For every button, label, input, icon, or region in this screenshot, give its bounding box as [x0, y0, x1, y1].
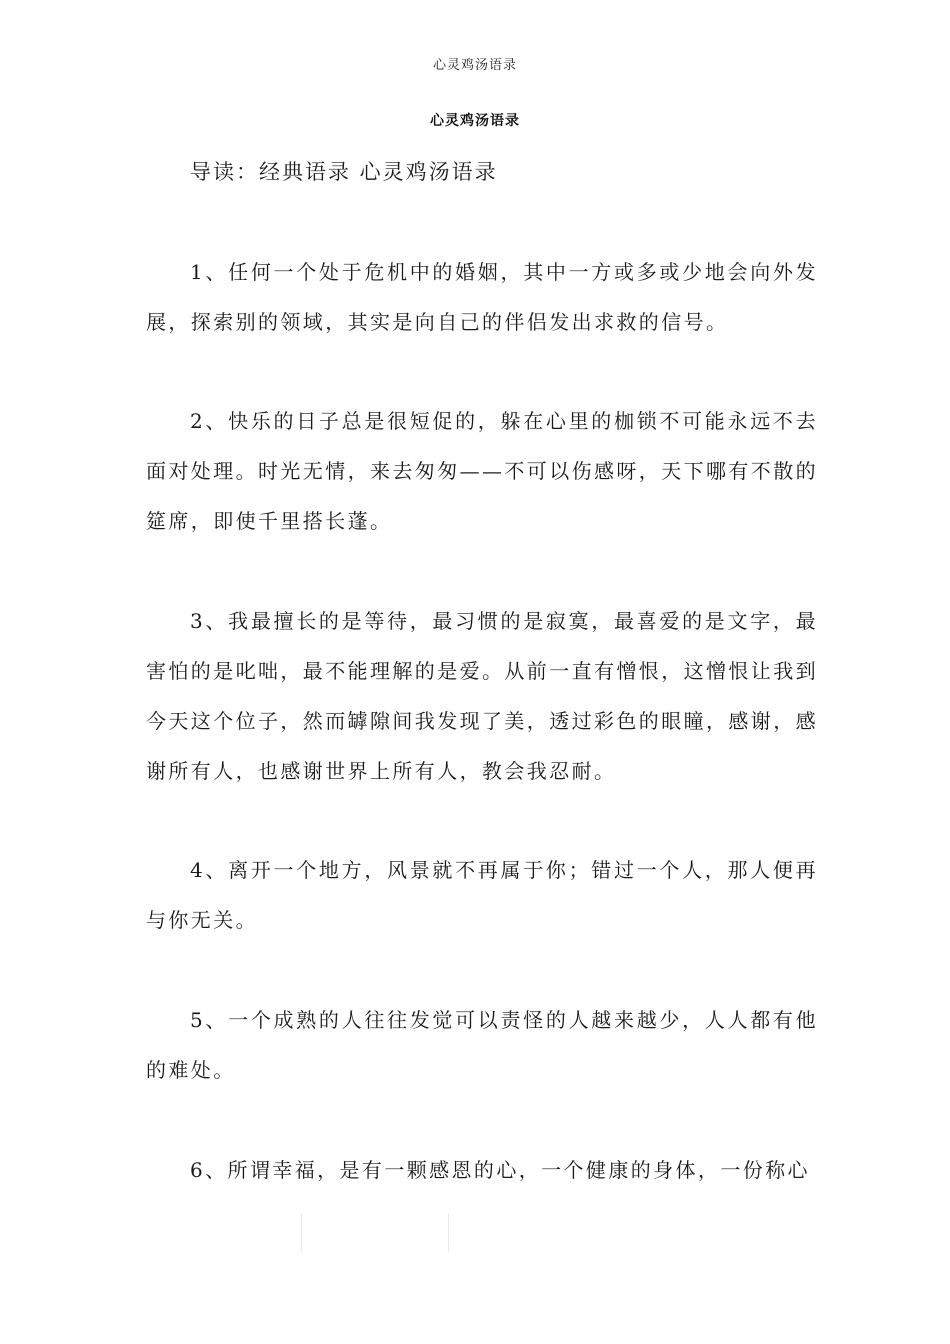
- lead-text: 导读：经典语录 心灵鸡汤语录: [190, 160, 498, 184]
- document-title: 心灵鸡汤语录: [430, 113, 520, 129]
- paragraph-4: 4、离开一个地方，风景就不再属于你；错过一个人，那人便再与你无关。: [146, 858, 818, 932]
- paragraph-3: 3、我最擅长的是等待，最习惯的是寂寞，最喜爱的是文字，最害怕的是叱咄，最不能理解的是爱。从前一直有憎恨，这憎恨让我到今天这个位子，然而罅隙间我发现了美，透过彩色的眼瞳，感谢，感谢所有人，也感谢世界上所有人，教会我忍耐。: [146, 609, 818, 783]
- paragraph-5: 5、一个成熟的人往往发觉可以责怪的人越来越少，人人都有他的难处。: [146, 1008, 818, 1082]
- footer-divider-box: [301, 1214, 449, 1252]
- paragraph-1: 1、任何一个处于危机中的婚姻，其中一方或多或少地会向外发展，探索别的领域，其实是向自己的伴侣发出求救的信号。: [146, 260, 818, 334]
- paragraph-2: 2、快乐的日子总是很短促的，躲在心里的枷锁不可能永远不去面对处理。时光无情，来去匆匆——不可以伤感呀，天下哪有不散的筵席，即使千里搭长蓬。: [146, 409, 818, 533]
- paragraph-6: 6、所谓幸福，是有一颗感恩的心，一个健康的身体，一份称心: [190, 1158, 810, 1182]
- running-header: 心灵鸡汤语录: [432, 58, 517, 73]
